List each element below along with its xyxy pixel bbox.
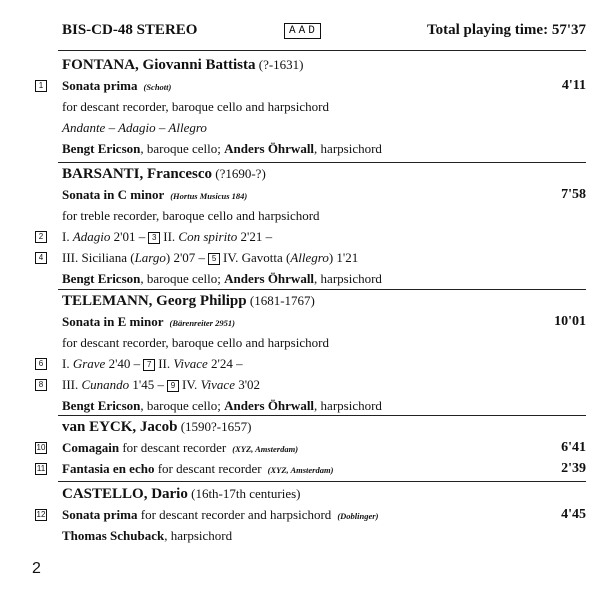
work-time: 2'39 [561,461,586,476]
track-number: 6 [35,358,47,370]
composer-dates: (1590?-1657) [180,419,252,434]
work-time: 7'58 [561,187,586,202]
fontana-section [38,54,586,159]
movements: Andante – Adagio – Allegro [62,120,207,135]
composer-dates: (?1690-?) [215,166,266,181]
track-number: 4 [35,252,47,264]
total-playing-time: Total playing time: 57'37 [426,22,586,38]
work-line [38,75,586,96]
instrumentation: for treble recorder, baroque cello and harpsichord [62,208,320,223]
work-time: 4'45 [561,507,586,522]
track-number: 1 [35,80,47,92]
aad-code: AAD [284,23,321,39]
track-number: 2 [35,231,47,243]
performers: Thomas Schuback, harpsichord [62,528,233,543]
page-number: 2 [32,560,41,577]
track-number: 9 [167,380,179,392]
track-number: 12 [36,510,46,519]
movement-line: 8 III. Cunando 1'45 – 9 IV. Vivace 3'02 [62,374,586,395]
header [62,22,586,44]
movement-line: 6 I. Grave 2'40 – 7 II. Vivace 2'24 – [62,353,586,374]
work-title: Sonata prima [62,507,138,522]
composer-name: CASTELLO, Dario [62,486,188,502]
instrumentation: for descant recorder, baroque cello and harpsichord [62,99,329,114]
composer-name: van EYCK, Jacob [62,419,178,435]
work-title: Fantasia en echo [62,461,155,476]
work-title: Sonata in C minor [62,187,165,202]
composer-dates: (?-1631) [258,57,304,72]
barsanti-section [38,163,586,289]
movement-line: 4 III. Siciliana (Largo) 2'07 – 5 IV. Gavotta (Allegro) 1'21 [62,247,586,268]
publisher: (Doblinger) [337,511,379,521]
eyck-section [36,416,586,479]
castello-section [36,483,586,546]
work-line: 11 Fantasia en echo for descant recorder (XYZ, Amsterdam) 2'39 [62,458,586,479]
catalog-number: BIS-CD-48 STEREO [62,22,198,38]
work-time: 4'11 [561,78,586,93]
performers: Bengt Ericson, baroque cello; Anders Öhrwall, harpsichord [62,398,382,413]
divider [58,50,586,51]
composer-name: FONTANA, Giovanni Battista [62,57,256,73]
work-time: 6'41 [561,440,586,455]
publisher: (Hortus Musicus 184) [170,191,248,201]
movement-line: 2 I. Adagio 2'01 – 3 II. Con spirito 2'21 – [62,226,586,247]
publisher: (Bärenreiter 2951) [169,318,235,328]
work-line: 12 Sonata prima for descant recorder and harpsichord (Doblinger) 4'45 [62,504,586,525]
track-number: 7 [143,359,155,371]
publisher: (XYZ, Amsterdam) [267,465,334,475]
composer-dates: (1681-1767) [249,293,315,308]
track-number: 3 [148,232,160,244]
work-line [62,184,586,205]
track-number: 11 [36,464,46,473]
work-title: Comagain [62,440,120,455]
track-number: 8 [35,379,47,391]
work-title: Sonata prima [62,78,138,93]
track-number: 10 [36,443,46,452]
track-number: 5 [208,253,220,265]
composer-dates: (16th-17th centuries) [191,486,301,501]
work-line [62,311,586,332]
composer-name: TELEMANN, Georg Philipp [62,293,247,309]
work-title: Sonata in E minor [62,314,164,329]
performers: Bengt Ericson, baroque cello; Anders Öhrwall, harpsichord [62,271,382,286]
publisher: (XYZ, Amsterdam) [232,444,299,454]
performers: Bengt Ericson, baroque cello; Anders Öhrwall, harpsichord [62,141,382,156]
composer-name: BARSANTI, Francesco [62,166,212,182]
work-time: 10'01 [554,314,586,329]
publisher: (Schott) [143,82,172,92]
divider [58,481,586,482]
work-line: 10 Comagain for descant recorder (XYZ, Amsterdam) 6'41 [62,437,586,458]
instrumentation: for descant recorder, baroque cello and harpsichord [62,335,329,350]
telemann-section [38,290,586,416]
